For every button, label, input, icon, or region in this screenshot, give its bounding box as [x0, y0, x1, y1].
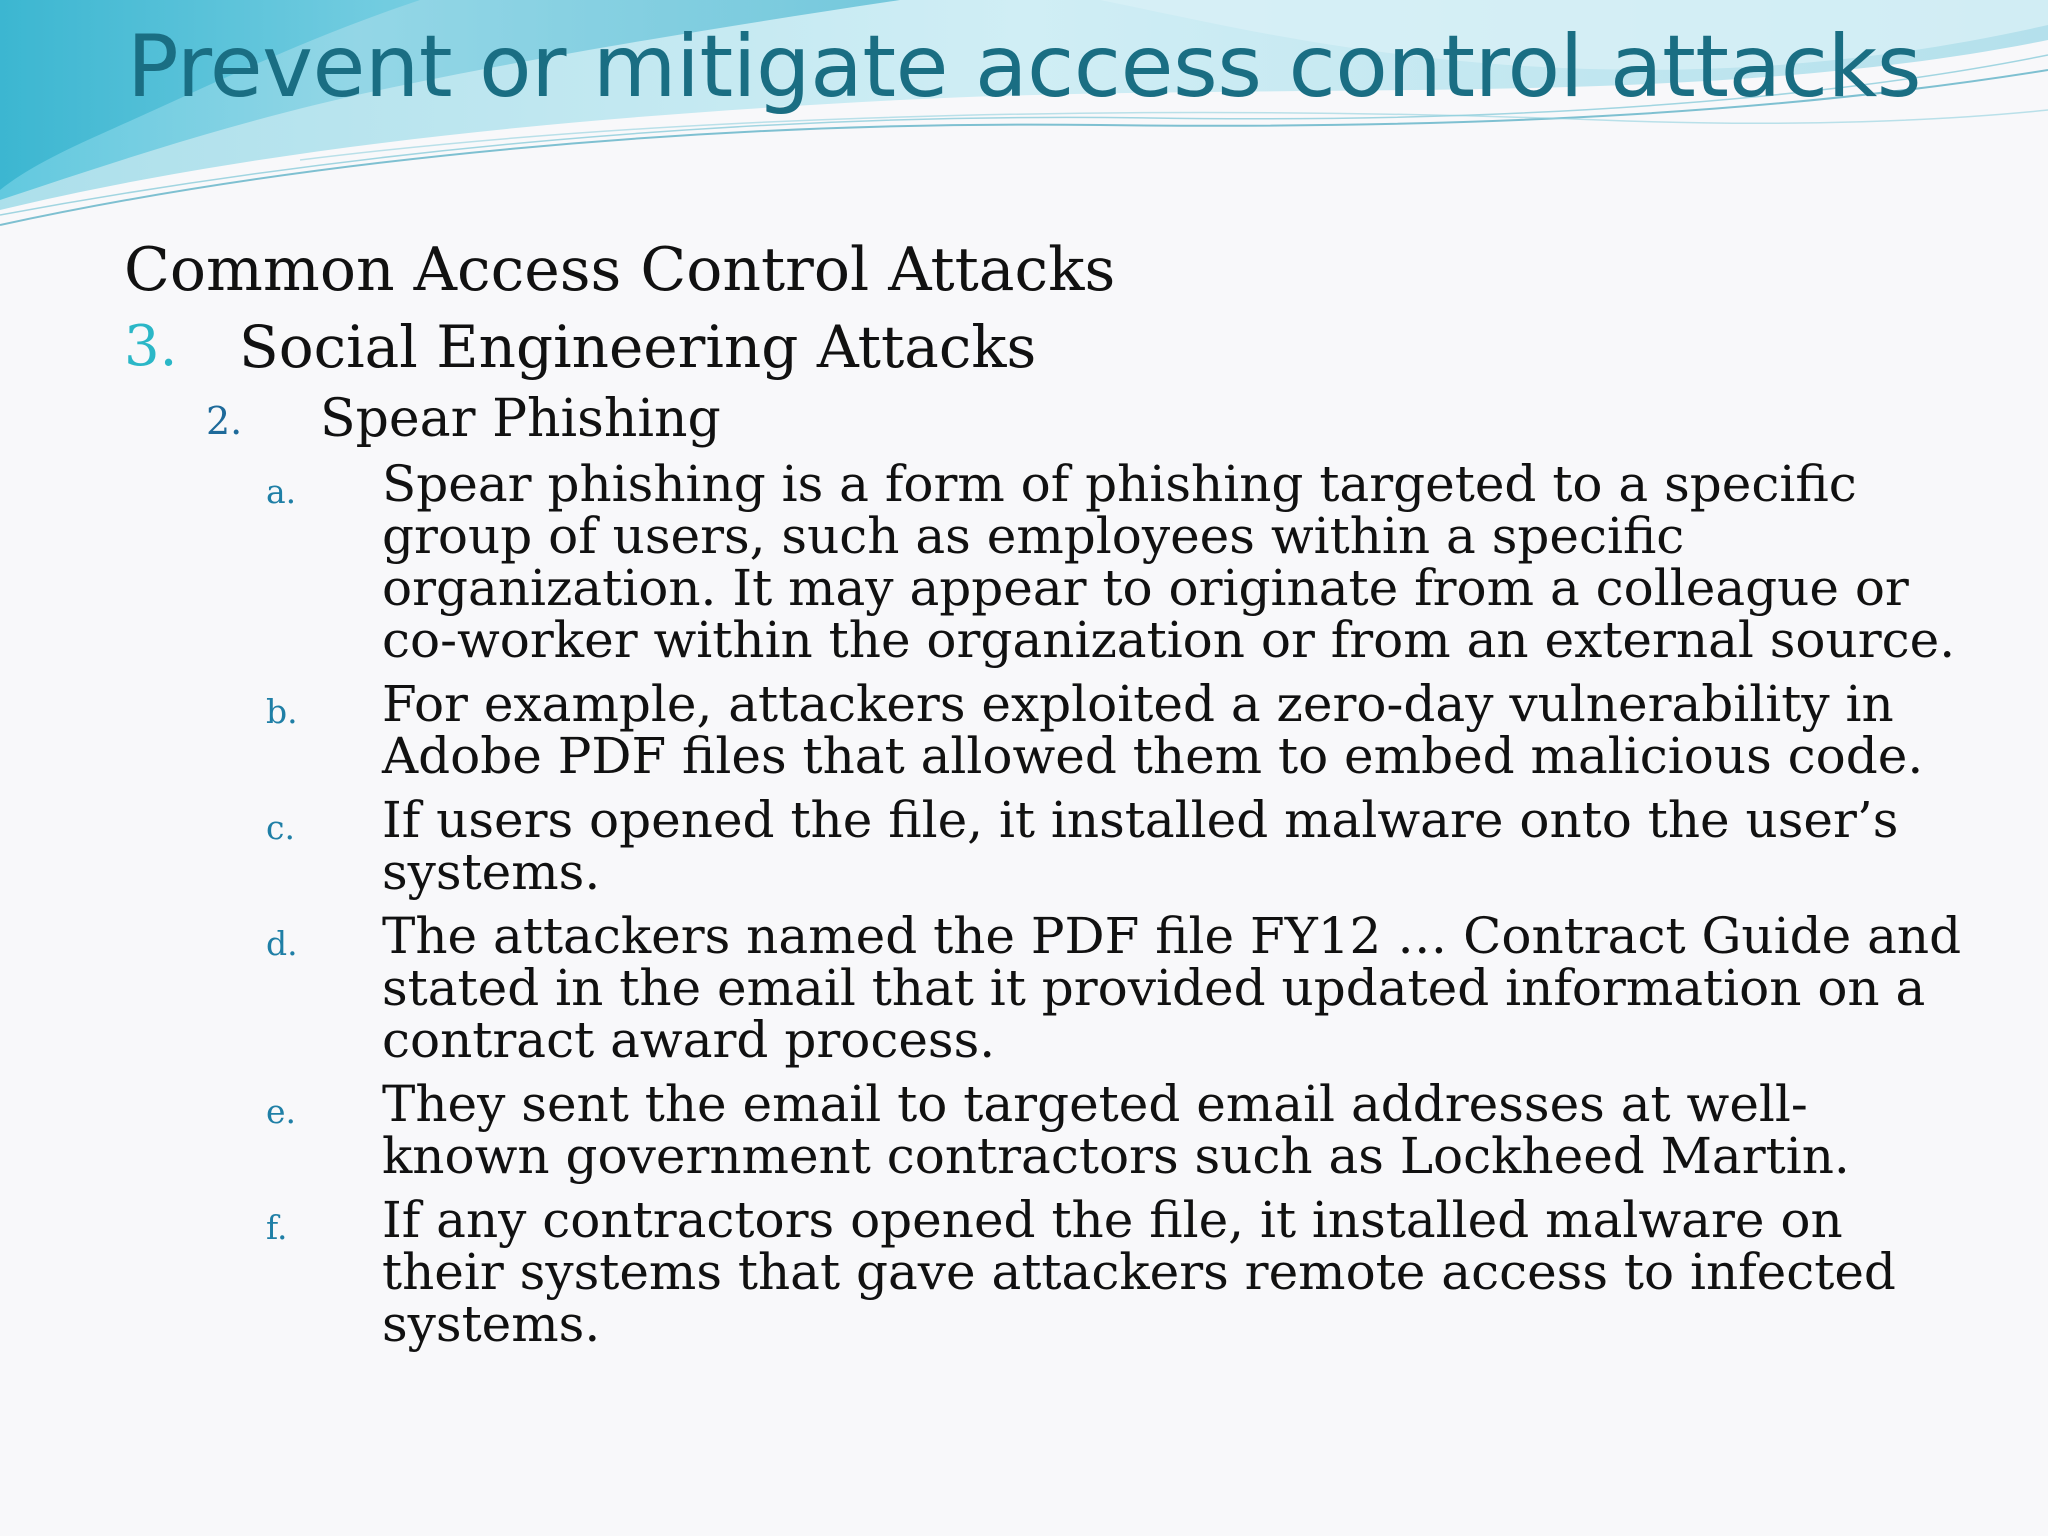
list-item-text: If users opened the file, it installed malware onto the user’s systems.	[382, 791, 1899, 901]
list-item-marker: c.	[266, 808, 295, 847]
list-item-marker: f.	[266, 1208, 288, 1247]
bullet-list	[124, 455, 1962, 1353]
list-item-text: They sent the email to targeted email addresses at well-known government contractors such as Lockheed Martin.	[382, 1075, 1850, 1185]
list-item	[124, 1191, 1924, 1353]
list-item	[124, 791, 1924, 901]
section-heading	[124, 310, 1924, 384]
section-label: Social Engineering Attacks	[239, 313, 1037, 381]
slide-content	[124, 234, 1962, 1362]
list-item	[124, 455, 1956, 669]
subsection-number: 2.	[206, 399, 243, 443]
list-item	[124, 907, 1962, 1069]
subsection-label: Spear Phishing	[320, 389, 721, 449]
list-item-text: Spear phishing is a form of phishing targeted to a specific group of users, such as employees within a specific organization. It may appear to originate from a colleague or co-worker within the organization or from an external source.	[382, 455, 1956, 669]
list-item-marker: e.	[266, 1092, 297, 1131]
section-number: 3.	[124, 314, 178, 379]
list-item	[124, 1075, 1924, 1185]
slide-title: Prevent or mitigate access control attacks	[126, 17, 1922, 117]
list-item-text: The attackers named the PDF file FY12 … Contract Guide and stated in the email that it provided updated information on a contract award process.	[382, 907, 1962, 1069]
slide-subtitle: Common Access Control Attacks	[124, 235, 1116, 305]
list-item-marker: d.	[266, 924, 298, 963]
list-item-text: For example, attackers exploited a zero-day vulnerability in Adobe PDF files that allowed them to embed malicious code.	[382, 675, 1924, 785]
list-item-marker: b.	[266, 692, 298, 731]
list-item-marker: a.	[266, 472, 297, 511]
list-item	[124, 675, 1924, 785]
subsection-heading	[124, 384, 1924, 454]
list-item-text: If any contractors opened the file, it installed malware on their systems that gave attackers remote access to infected systems.	[382, 1191, 1896, 1353]
